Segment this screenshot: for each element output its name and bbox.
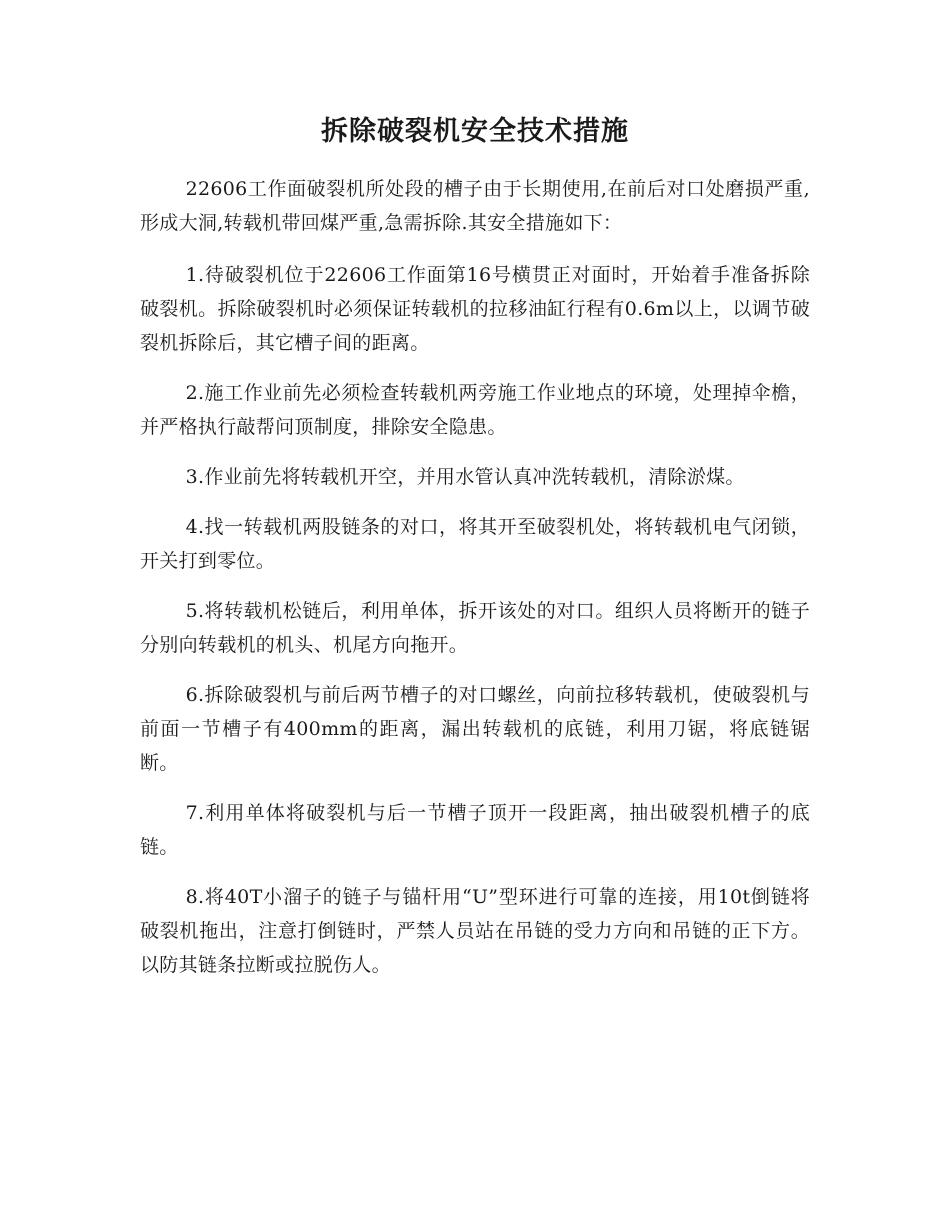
document-title: 拆除破裂机安全技术措施 <box>321 116 629 147</box>
step-paragraph-4: 4.找一转载机两股链条的对口，将其开至破裂机处，将转载机电气闭锁，开关打到零位。 <box>140 516 810 572</box>
step-paragraph-5: 5.将转载机松链后，利用单体，拆开该处的对口。组织人员将断开的链子分别向转载机的机头、机尾方向拖开。 <box>140 600 810 656</box>
intro-paragraph: 22606工作面破裂机所处段的槽子由于长期使用,在前后对口处磨损严重,形成大洞,转载机带回煤严重,急需拆除.其安全措施如下： <box>140 178 810 234</box>
step-paragraph-6: 6.拆除破裂机与前后两节槽子的对口螺丝，向前拉移转载机，使破裂机与前面一节槽子有400mm的距离，漏出转载机的底链，利用刀锯，将底链锯断。 <box>140 684 810 774</box>
step-paragraph-7: 7.利用单体将破裂机与后一节槽子顶开一段距离，抽出破裂机槽子的底链。 <box>140 802 810 858</box>
step-paragraph-1: 1.待破裂机位于22606工作面第16号横贯正对面时，开始着手准备拆除破裂机。拆除破裂机时必须保证转载机的拉移油缸行程有0.6m以上，以调节破裂机拆除后，其它槽子间的距离。 <box>140 264 810 354</box>
step-paragraph-3: 3.作业前先将转载机开空，并用水管认真冲洗转载机，清除淤煤。 <box>185 466 745 488</box>
document-page <box>140 112 810 998</box>
step-paragraph-2: 2.施工作业前先必须检查转载机两旁施工作业地点的环境，处理掉伞檐，并严格执行敲帮问顶制度，排除安全隐患。 <box>140 382 810 438</box>
step-paragraph-8: 8.将40T小溜子的链子与锚杆用“U”型环进行可靠的连接，用10t倒链将破裂机拖出，注意打倒链时，严禁人员站在吊链的受力方向和吊链的正下方。以防其链条拉断或拉脱伤人。 <box>140 886 810 976</box>
